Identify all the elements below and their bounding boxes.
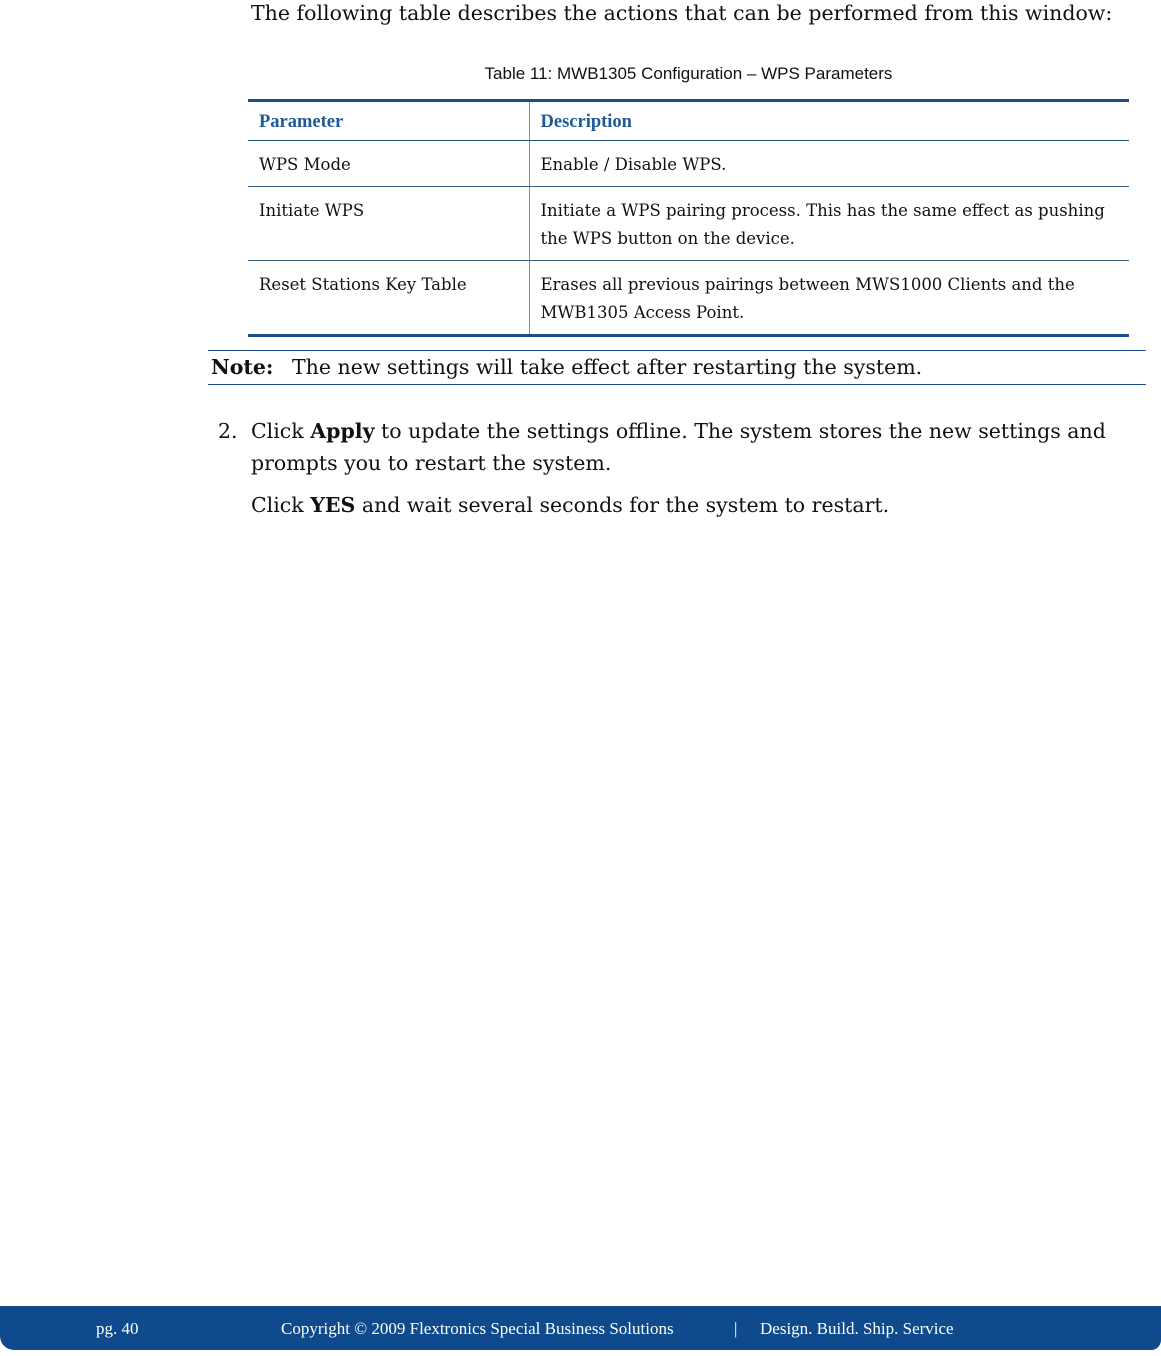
footer-separator: | [734, 1319, 738, 1338]
parameter-cell: WPS Mode [248, 141, 529, 187]
note-text: The new settings will take effect after restarting the system. [292, 355, 923, 379]
column-header-description: Description [529, 101, 1129, 141]
intro-paragraph: The following table describes the actions that can be performed from this window: [251, 1, 1113, 25]
click-word-2: Click [251, 493, 304, 517]
step-2 [218, 415, 1118, 521]
parameter-cell: Initiate WPS [248, 187, 529, 261]
step-followup-rest: and wait several seconds for the system to restart. [361, 493, 890, 517]
page-number: pg. 40 [96, 1319, 139, 1338]
step-followup [251, 489, 1118, 521]
copyright-text: Copyright © 2009 Flextronics Special Business Solutions [281, 1319, 674, 1338]
table-caption: Table 11: MWB1305 Configuration – WPS Parameters [484, 64, 893, 83]
click-word: Click [251, 419, 304, 443]
description-cell: Erases all previous pairings between MWS1000 Clients and the MWB1305 Access Point. [529, 261, 1129, 336]
yes-term: YES [310, 493, 356, 517]
description-cell: Initiate a WPS pairing process. This has the same effect as pushing the WPS button on the device. [529, 187, 1129, 261]
wps-parameters-table [248, 99, 1129, 337]
step-instruction-rest: to update the settings offline. The system stores the new settings and prompts you to restart the system. [251, 419, 1106, 475]
table-row [248, 261, 1129, 336]
note-label: Note: [211, 355, 274, 379]
step-instruction [251, 415, 1118, 479]
step-number: 2. [218, 419, 238, 443]
note-box [208, 350, 1146, 385]
footer-slogan: Design. Build. Ship. Service [760, 1319, 954, 1338]
table-header-row [248, 101, 1129, 141]
description-cell: Enable / Disable WPS. [529, 141, 1129, 187]
page-footer [0, 1306, 1161, 1350]
column-header-parameter: Parameter [248, 101, 529, 141]
parameter-cell: Reset Stations Key Table [248, 261, 529, 336]
table-row [248, 187, 1129, 261]
apply-term: Apply [310, 419, 375, 443]
table-row [248, 141, 1129, 187]
